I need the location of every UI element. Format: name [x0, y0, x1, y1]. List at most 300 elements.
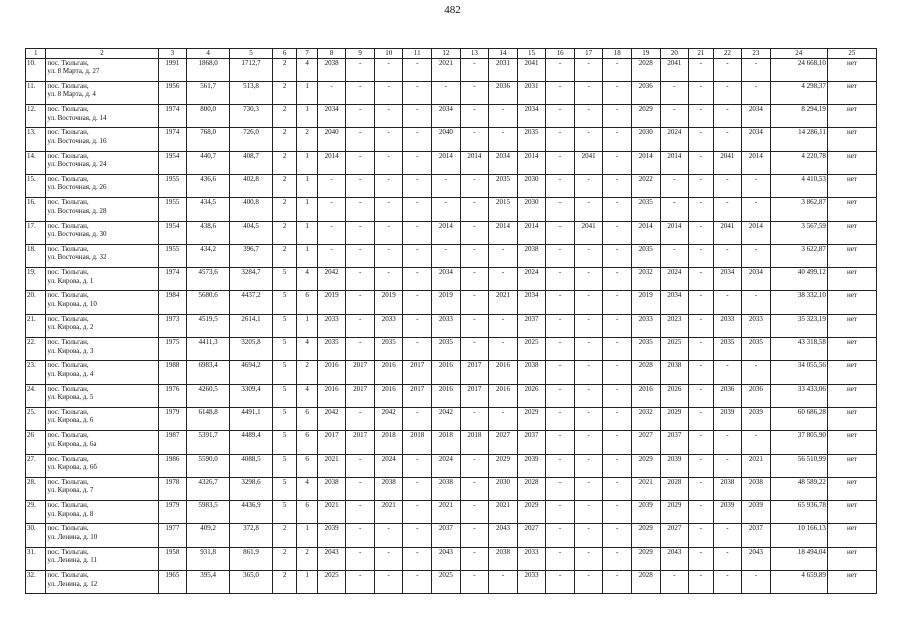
- value-cell: 2017: [346, 361, 375, 384]
- value-cell: -: [546, 407, 575, 430]
- value-cell: -: [713, 244, 742, 267]
- value-cell: 2033: [742, 314, 771, 337]
- value-cell: -: [374, 128, 403, 151]
- value-cell: -: [317, 81, 346, 104]
- value-cell: 2040: [317, 128, 346, 151]
- column-header: 14: [489, 49, 518, 59]
- value-cell: -: [460, 128, 489, 151]
- value-cell: 2038: [374, 477, 403, 500]
- value-cell: -: [346, 477, 375, 500]
- value-cell: 372,8: [230, 524, 273, 547]
- value-cell: -: [489, 105, 518, 128]
- row-number-cell: 19.: [26, 268, 46, 291]
- value-cell: -: [689, 314, 713, 337]
- amount-cell: 43 318,58: [770, 338, 827, 361]
- column-header: 15: [517, 49, 546, 59]
- value-cell: -: [689, 477, 713, 500]
- table-row: [26, 431, 877, 454]
- value-cell: 2027: [631, 431, 660, 454]
- value-cell: 1991: [158, 58, 187, 81]
- value-cell: -: [603, 244, 632, 267]
- value-cell: 4: [297, 477, 317, 500]
- row-number-cell: 13.: [26, 128, 46, 151]
- flag-cell: нет: [827, 501, 876, 524]
- value-cell: 2035: [631, 244, 660, 267]
- value-cell: -: [346, 151, 375, 174]
- value-cell: 1956: [158, 81, 187, 104]
- value-cell: 2034: [713, 268, 742, 291]
- value-cell: -: [403, 128, 432, 151]
- value-cell: -: [742, 244, 771, 267]
- value-cell: 1: [297, 571, 317, 594]
- value-cell: 2026: [517, 384, 546, 407]
- value-cell: 2034: [489, 151, 518, 174]
- column-header: 12: [432, 49, 461, 59]
- amount-cell: 3 567,59: [770, 221, 827, 244]
- value-cell: 2014: [517, 221, 546, 244]
- column-header: 10: [374, 49, 403, 59]
- value-cell: 2029: [517, 501, 546, 524]
- value-cell: 1988: [158, 361, 187, 384]
- value-cell: 409,2: [187, 524, 230, 547]
- value-cell: 1977: [158, 524, 187, 547]
- value-cell: -: [713, 58, 742, 81]
- value-cell: -: [603, 547, 632, 570]
- value-cell: 2032: [631, 268, 660, 291]
- value-cell: 5590,0: [187, 454, 230, 477]
- value-cell: -: [574, 384, 603, 407]
- value-cell: -: [603, 361, 632, 384]
- row-number-cell: 29.: [26, 501, 46, 524]
- value-cell: 2014: [489, 221, 518, 244]
- value-cell: 2014: [742, 221, 771, 244]
- value-cell: -: [689, 571, 713, 594]
- value-cell: -: [403, 524, 432, 547]
- column-header: 8: [317, 49, 346, 59]
- amount-cell: 35 323,19: [770, 314, 827, 337]
- flag-cell: нет: [827, 128, 876, 151]
- value-cell: 2028: [660, 477, 689, 500]
- row-number-cell: 27.: [26, 454, 46, 477]
- value-cell: 2033: [374, 314, 403, 337]
- amount-cell: 4 298,37: [770, 81, 827, 104]
- flag-cell: нет: [827, 407, 876, 430]
- value-cell: 2016: [489, 384, 518, 407]
- value-cell: -: [713, 431, 742, 454]
- value-cell: 2: [272, 198, 296, 221]
- amount-cell: 3 862,87: [770, 198, 827, 221]
- row-number-cell: 31.: [26, 547, 46, 570]
- value-cell: -: [489, 571, 518, 594]
- flag-cell: нет: [827, 268, 876, 291]
- value-cell: -: [460, 477, 489, 500]
- value-cell: 2034: [660, 291, 689, 314]
- value-cell: 2021: [432, 501, 461, 524]
- value-cell: 4489,4: [230, 431, 273, 454]
- value-cell: -: [317, 198, 346, 221]
- value-cell: -: [689, 268, 713, 291]
- value-cell: -: [713, 174, 742, 197]
- value-cell: 1976: [158, 384, 187, 407]
- value-cell: 2029: [660, 407, 689, 430]
- address-cell: пос. Тюльган, ул. Восточная, д. 28: [46, 198, 158, 221]
- value-cell: 2: [272, 524, 296, 547]
- value-cell: -: [460, 314, 489, 337]
- value-cell: 2033: [317, 314, 346, 337]
- value-cell: -: [403, 244, 432, 267]
- amount-cell: 65 936,78: [770, 501, 827, 524]
- value-cell: -: [603, 58, 632, 81]
- value-cell: 2033: [713, 314, 742, 337]
- value-cell: 2026: [660, 384, 689, 407]
- value-cell: 5: [272, 268, 296, 291]
- amount-cell: 4 220,78: [770, 151, 827, 174]
- value-cell: 1: [297, 314, 317, 337]
- value-cell: 2038: [317, 477, 346, 500]
- value-cell: 2038: [517, 244, 546, 267]
- value-cell: 2035: [631, 198, 660, 221]
- value-cell: -: [374, 174, 403, 197]
- value-cell: 2027: [660, 524, 689, 547]
- value-cell: 2038: [742, 477, 771, 500]
- flag-cell: нет: [827, 314, 876, 337]
- value-cell: 2030: [517, 174, 546, 197]
- value-cell: 2014: [742, 151, 771, 174]
- table-row: [26, 81, 877, 104]
- flag-cell: нет: [827, 174, 876, 197]
- value-cell: 2016: [317, 384, 346, 407]
- row-number-cell: 32.: [26, 571, 46, 594]
- value-cell: 1712,7: [230, 58, 273, 81]
- value-cell: -: [689, 454, 713, 477]
- value-cell: -: [546, 198, 575, 221]
- value-cell: -: [689, 81, 713, 104]
- value-cell: 2018: [432, 431, 461, 454]
- value-cell: 2035: [742, 338, 771, 361]
- value-cell: 4694,2: [230, 361, 273, 384]
- value-cell: -: [603, 221, 632, 244]
- value-cell: 2030: [631, 128, 660, 151]
- value-cell: 3298,6: [230, 477, 273, 500]
- value-cell: -: [546, 244, 575, 267]
- value-cell: 2038: [660, 361, 689, 384]
- value-cell: 2037: [517, 314, 546, 337]
- row-number-cell: 22.: [26, 338, 46, 361]
- value-cell: 2018: [460, 431, 489, 454]
- flag-cell: нет: [827, 58, 876, 81]
- value-cell: -: [489, 128, 518, 151]
- value-cell: 5: [272, 361, 296, 384]
- value-cell: 2028: [517, 477, 546, 500]
- value-cell: -: [713, 361, 742, 384]
- value-cell: -: [546, 547, 575, 570]
- value-cell: -: [432, 244, 461, 267]
- value-cell: 6983,4: [187, 361, 230, 384]
- value-cell: 2022: [631, 174, 660, 197]
- amount-cell: 38 332,10: [770, 291, 827, 314]
- value-cell: 2037: [742, 524, 771, 547]
- value-cell: 2: [272, 128, 296, 151]
- column-header: 16: [546, 49, 575, 59]
- table-row: [26, 501, 877, 524]
- value-cell: -: [603, 268, 632, 291]
- table-row: [26, 174, 877, 197]
- amount-cell: 37 805,90: [770, 431, 827, 454]
- value-cell: -: [689, 105, 713, 128]
- table-row: [26, 407, 877, 430]
- value-cell: 365,0: [230, 571, 273, 594]
- value-cell: 6: [297, 454, 317, 477]
- value-cell: -: [574, 431, 603, 454]
- column-number-header-row: [26, 49, 877, 59]
- value-cell: 2034: [432, 268, 461, 291]
- value-cell: -: [460, 221, 489, 244]
- value-cell: -: [460, 547, 489, 570]
- value-cell: 440,7: [187, 151, 230, 174]
- value-cell: -: [460, 268, 489, 291]
- value-cell: 2036: [631, 81, 660, 104]
- value-cell: 5: [272, 338, 296, 361]
- value-cell: 2035: [317, 338, 346, 361]
- table-row: [26, 105, 877, 128]
- value-cell: 2034: [742, 128, 771, 151]
- value-cell: 2014: [660, 151, 689, 174]
- value-cell: -: [689, 151, 713, 174]
- value-cell: 2014: [317, 151, 346, 174]
- value-cell: -: [374, 151, 403, 174]
- value-cell: 6: [297, 501, 317, 524]
- value-cell: 2039: [660, 454, 689, 477]
- address-cell: пос. Тюльган, ул. Восточная, д. 14: [46, 105, 158, 128]
- value-cell: 2024: [374, 454, 403, 477]
- value-cell: 6: [297, 407, 317, 430]
- table-row: [26, 198, 877, 221]
- amount-cell: 33 433,06: [770, 384, 827, 407]
- value-cell: -: [546, 221, 575, 244]
- address-cell: пос. Тюльган, ул. Кирова, д. 8: [46, 501, 158, 524]
- value-cell: -: [546, 431, 575, 454]
- value-cell: -: [689, 291, 713, 314]
- value-cell: 6: [297, 431, 317, 454]
- value-cell: 395,4: [187, 571, 230, 594]
- value-cell: -: [460, 174, 489, 197]
- value-cell: -: [489, 314, 518, 337]
- value-cell: 2: [297, 547, 317, 570]
- column-header: 13: [460, 49, 489, 59]
- value-cell: 404,5: [230, 221, 273, 244]
- value-cell: 2014: [660, 221, 689, 244]
- table-row: [26, 268, 877, 291]
- value-cell: 2018: [403, 431, 432, 454]
- value-cell: -: [603, 81, 632, 104]
- value-cell: -: [574, 454, 603, 477]
- value-cell: -: [546, 384, 575, 407]
- flag-cell: нет: [827, 361, 876, 384]
- value-cell: -: [460, 338, 489, 361]
- table-row: [26, 524, 877, 547]
- column-header: 11: [403, 49, 432, 59]
- value-cell: 2017: [346, 384, 375, 407]
- value-cell: 1955: [158, 244, 187, 267]
- value-cell: -: [742, 81, 771, 104]
- value-cell: -: [574, 571, 603, 594]
- value-cell: 2: [272, 547, 296, 570]
- value-cell: -: [603, 128, 632, 151]
- value-cell: 2041: [713, 221, 742, 244]
- flag-cell: нет: [827, 105, 876, 128]
- value-cell: -: [689, 338, 713, 361]
- column-header: 25: [827, 49, 876, 59]
- value-cell: 1973: [158, 314, 187, 337]
- value-cell: -: [689, 524, 713, 547]
- value-cell: -: [489, 268, 518, 291]
- value-cell: -: [603, 384, 632, 407]
- value-cell: -: [742, 361, 771, 384]
- value-cell: 2034: [432, 105, 461, 128]
- value-cell: 2043: [660, 547, 689, 570]
- value-cell: 2017: [403, 361, 432, 384]
- table-row: [26, 384, 877, 407]
- value-cell: 2036: [713, 384, 742, 407]
- value-cell: 1975: [158, 338, 187, 361]
- table-row: [26, 244, 877, 267]
- column-header: 6: [272, 49, 296, 59]
- value-cell: -: [603, 407, 632, 430]
- value-cell: 1: [297, 244, 317, 267]
- table-row: [26, 58, 877, 81]
- value-cell: 5: [272, 431, 296, 454]
- value-cell: 2016: [489, 361, 518, 384]
- value-cell: 2017: [317, 431, 346, 454]
- value-cell: -: [403, 268, 432, 291]
- row-number-cell: 28.: [26, 477, 46, 500]
- flag-cell: нет: [827, 384, 876, 407]
- value-cell: 2036: [489, 81, 518, 104]
- flag-cell: нет: [827, 291, 876, 314]
- value-cell: -: [603, 431, 632, 454]
- value-cell: 2016: [631, 384, 660, 407]
- value-cell: -: [489, 244, 518, 267]
- value-cell: 2041: [660, 58, 689, 81]
- value-cell: 2035: [517, 128, 546, 151]
- value-cell: -: [403, 571, 432, 594]
- address-cell: пос. Тюльган, ул. 8 Марта, д. 27: [46, 58, 158, 81]
- page-number: 482: [444, 4, 461, 16]
- value-cell: -: [713, 454, 742, 477]
- value-cell: 5: [272, 407, 296, 430]
- column-header: 17: [574, 49, 603, 59]
- value-cell: 2041: [713, 151, 742, 174]
- value-cell: -: [374, 221, 403, 244]
- value-cell: -: [574, 547, 603, 570]
- value-cell: 2029: [660, 501, 689, 524]
- column-header: 7: [297, 49, 317, 59]
- value-cell: 2016: [432, 361, 461, 384]
- value-cell: 4437,2: [230, 291, 273, 314]
- table-body: [26, 58, 877, 594]
- value-cell: 2038: [517, 361, 546, 384]
- value-cell: 6148,8: [187, 407, 230, 430]
- value-cell: -: [574, 524, 603, 547]
- value-cell: 2019: [631, 291, 660, 314]
- value-cell: 2038: [489, 547, 518, 570]
- value-cell: 2021: [742, 454, 771, 477]
- amount-cell: 60 686,28: [770, 407, 827, 430]
- value-cell: -: [346, 128, 375, 151]
- value-cell: 2016: [432, 384, 461, 407]
- value-cell: -: [546, 58, 575, 81]
- value-cell: -: [742, 571, 771, 594]
- value-cell: -: [546, 454, 575, 477]
- value-cell: -: [713, 524, 742, 547]
- value-cell: 2024: [660, 128, 689, 151]
- value-cell: 4: [297, 58, 317, 81]
- value-cell: 2: [272, 174, 296, 197]
- value-cell: 2029: [631, 547, 660, 570]
- value-cell: 4519,5: [187, 314, 230, 337]
- value-cell: -: [546, 128, 575, 151]
- value-cell: -: [346, 338, 375, 361]
- value-cell: 1974: [158, 105, 187, 128]
- value-cell: 2036: [742, 384, 771, 407]
- value-cell: -: [574, 338, 603, 361]
- flag-cell: нет: [827, 524, 876, 547]
- value-cell: 2039: [713, 407, 742, 430]
- value-cell: 2014: [460, 151, 489, 174]
- value-cell: 1: [297, 524, 317, 547]
- flag-cell: нет: [827, 221, 876, 244]
- value-cell: -: [660, 198, 689, 221]
- value-cell: 5: [272, 477, 296, 500]
- value-cell: 4436,9: [230, 501, 273, 524]
- table-row: [26, 547, 877, 570]
- value-cell: -: [346, 105, 375, 128]
- value-cell: -: [346, 291, 375, 314]
- amount-cell: 4 410,53: [770, 174, 827, 197]
- row-number-cell: 16.: [26, 198, 46, 221]
- address-cell: пос. Тюльган, ул. Кирова, д. 7: [46, 477, 158, 500]
- amount-cell: 4 659,89: [770, 571, 827, 594]
- value-cell: 434,5: [187, 198, 230, 221]
- value-cell: -: [660, 105, 689, 128]
- value-cell: -: [403, 314, 432, 337]
- value-cell: 1955: [158, 174, 187, 197]
- value-cell: 5: [272, 384, 296, 407]
- address-cell: пос. Тюльган, ул. Кирова, д. 6: [46, 407, 158, 430]
- address-cell: пос. Тюльган, ул. 8 Марта, д. 4: [46, 81, 158, 104]
- value-cell: 5391,7: [187, 431, 230, 454]
- row-number-cell: 24.: [26, 384, 46, 407]
- table-row: [26, 571, 877, 594]
- table-row: [26, 338, 877, 361]
- flag-cell: нет: [827, 81, 876, 104]
- flag-cell: нет: [827, 571, 876, 594]
- value-cell: -: [346, 501, 375, 524]
- value-cell: 2023: [660, 314, 689, 337]
- value-cell: -: [689, 198, 713, 221]
- value-cell: -: [346, 244, 375, 267]
- value-cell: -: [689, 244, 713, 267]
- value-cell: -: [603, 291, 632, 314]
- value-cell: -: [689, 58, 713, 81]
- value-cell: 2027: [489, 431, 518, 454]
- value-cell: -: [689, 547, 713, 570]
- value-cell: 5680,6: [187, 291, 230, 314]
- row-number-cell: 10.: [26, 58, 46, 81]
- value-cell: 2: [272, 221, 296, 244]
- value-cell: -: [546, 571, 575, 594]
- address-cell: пос. Тюльган, ул. Восточная, д. 32: [46, 244, 158, 267]
